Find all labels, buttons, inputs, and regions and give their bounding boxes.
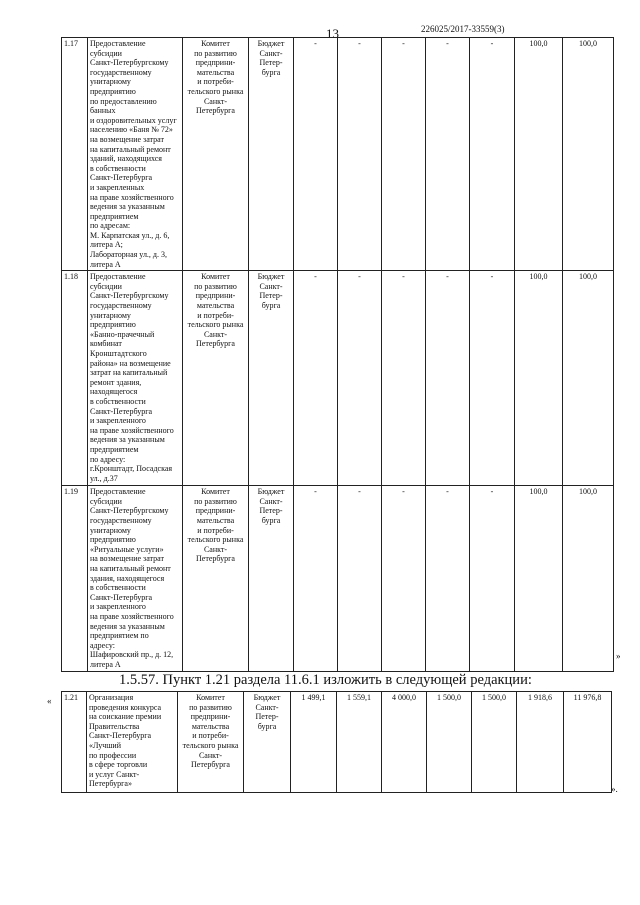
value-cell: 11 976,8	[564, 692, 612, 793]
row-source: Бюджет Санкт- Петер- бурга	[249, 486, 294, 671]
row-number: 1.18	[62, 271, 88, 486]
value-cell: 100,0	[515, 486, 563, 671]
value-cell: 100,0	[563, 271, 614, 486]
value-cell: 1 499,1	[291, 692, 337, 793]
table-row	[62, 692, 612, 793]
value-cell: -	[294, 486, 338, 671]
table-row	[62, 486, 614, 671]
closing-quote: »	[616, 651, 621, 661]
value-cell: -	[338, 486, 382, 671]
document-number: 226025/2017-33559(3)	[421, 24, 505, 34]
value-cell: 100,0	[563, 38, 614, 271]
value-cell: 4 000,0	[382, 692, 427, 793]
row-description: Предоставление субсидии Санкт-Петербургскому государственному унитарному предприятию «Ритуальные услуги» на возмещение затрат на капитальный ремонт здания, находящегося в собственности Санкт-Петербурга и закрепленного на праве хозяйственного ведения за указанным предприятием по адресу: Шафировский пр., д. 12, литера А	[88, 486, 183, 671]
table-row	[62, 271, 614, 486]
row-number: 1.19	[62, 486, 88, 671]
value-cell: -	[382, 271, 426, 486]
value-cell: -	[382, 486, 426, 671]
value-cell: -	[338, 271, 382, 486]
row-executor: Комитет по развитию предприни- мательства и потреби- тельского рынка Санкт- Петербурга	[178, 692, 244, 793]
value-cell: -	[470, 38, 515, 271]
table-row	[62, 38, 614, 271]
program-table	[61, 37, 614, 672]
value-cell: 1 559,1	[337, 692, 382, 793]
value-cell: -	[294, 38, 338, 271]
value-cell: -	[470, 486, 515, 671]
row-number: 1.21	[62, 692, 87, 793]
value-cell: -	[338, 38, 382, 271]
value-cell: 100,0	[515, 38, 563, 271]
value-cell: -	[426, 271, 470, 486]
row-description: Предоставление субсидии Санкт-Петербургскому государственному унитарному предприятию по предоставлению банных и оздоровительных услуг населению «Баня № 72» на возмещение затрат на капитальный ремонт зданий, находящихся в собственности Санкт-Петербурга и закрепленных на праве хозяйственного ведения за указанным предприятием по адресам: М. Карпатская ул., д. 6, литера А; Лабораторная ул., д. 3, литера А	[88, 38, 183, 271]
value-cell: -	[426, 486, 470, 671]
row-executor: Комитет по развитию предприни- мательства и потреби- тельского рынка Санкт- Петербурга	[183, 38, 249, 271]
value-cell: -	[426, 38, 470, 271]
row-source: Бюджет Санкт- Петер- бурга	[249, 271, 294, 486]
value-cell: 1 500,0	[427, 692, 472, 793]
amended-table	[61, 691, 612, 793]
value-cell: 1 500,0	[472, 692, 517, 793]
value-cell: -	[382, 38, 426, 271]
row-source: Бюджет Санкт- Петер- бурга	[244, 692, 291, 793]
row-source: Бюджет Санкт- Петер- бурга	[249, 38, 294, 271]
closing-quote: ».	[611, 784, 618, 794]
amendment-paragraph: 1.5.57. Пункт 1.21 раздела 11.6.1 изложить в следующей редакции:	[119, 672, 532, 688]
value-cell: -	[294, 271, 338, 486]
value-cell: 1 918,6	[517, 692, 564, 793]
row-executor: Комитет по развитию предприни- мательства и потреби- тельского рынка Санкт- Петербурга	[183, 486, 249, 671]
opening-quote: «	[47, 696, 52, 706]
row-number: 1.17	[62, 38, 88, 271]
row-description: Организация проведения конкурса на соискание премии Правительства Санкт-Петербурга «Лучший по профессии в сфере торговли и услуг Санкт- Петербурга»	[87, 692, 178, 793]
row-executor: Комитет по развитию предприни- мательства и потреби- тельского рынка Санкт- Петербурга	[183, 271, 249, 486]
page-number: 13	[326, 26, 339, 41]
value-cell: -	[470, 271, 515, 486]
row-description: Предоставление субсидии Санкт-Петербургскому государственному унитарному предприятию «Банно-прачечный комбинат Кронштадтского района» на возмещение затрат на капитальный ремонт здания, находящегося в собственности Санкт-Петербурга и закрепленного на праве хозяйственного ведения за указанным предприятием по адресу: г.Кронштадт, Посадская ул., д.37	[88, 271, 183, 486]
value-cell: 100,0	[515, 271, 563, 486]
value-cell: 100,0	[563, 486, 614, 671]
